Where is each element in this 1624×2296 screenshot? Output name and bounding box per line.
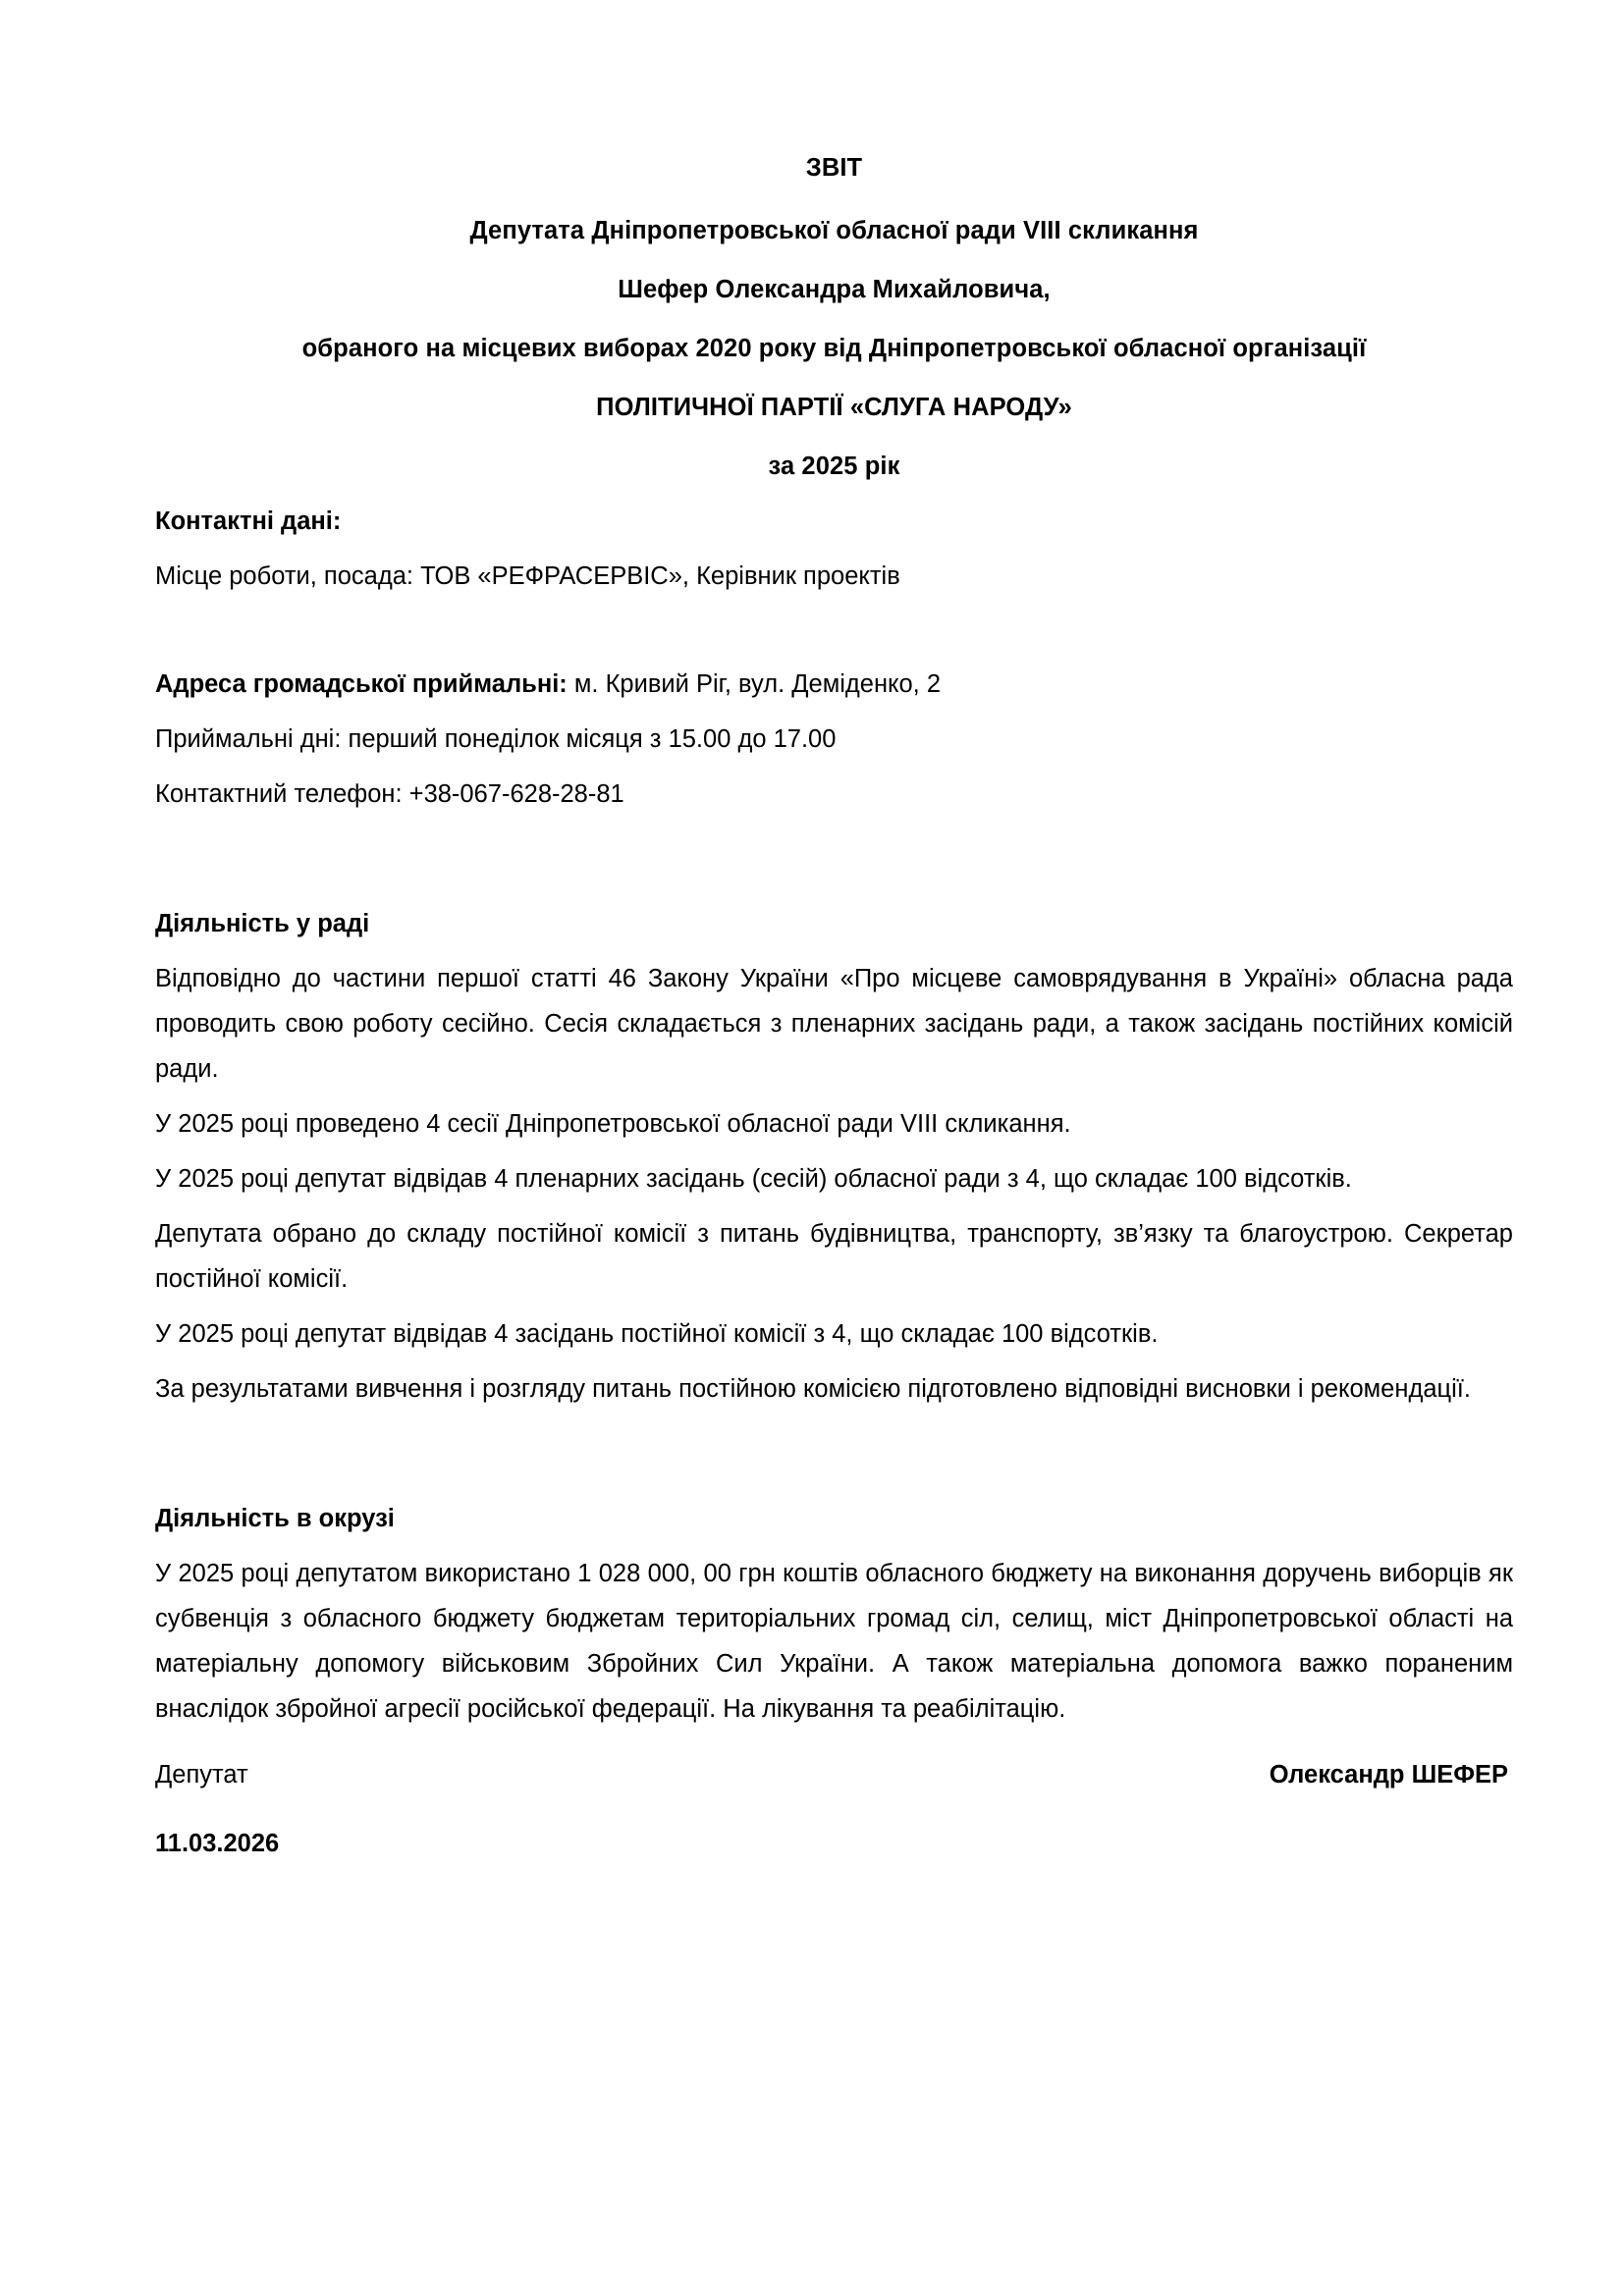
spacer [155,489,1513,499]
council-paragraph: У 2025 році депутат відвідав 4 пленарних засідань (сесій) обласної ради з 4, що складає 100 відсотків. [155,1165,1352,1193]
spacer [155,544,1513,554]
spacer [155,1302,1513,1311]
spacer [155,1201,1513,1211]
council-paragraph: Відповідно до частини першої статті 46 Закону України «Про місцеве самоврядування в Україні» обласна рада проводить свою роботу сесійно. Сесія складається з пленарних засідань ради, а також засідань постійних комісій ради. [155,965,1513,1083]
page-title: ЗВІТ [805,154,863,182]
spacer [155,946,1513,956]
contacts-address [155,662,1513,707]
district-paragraph: У 2025 році депутатом використано 1 028 000, 00 грн коштів обласного бюджету на виконання доручень виборців як субвенція з обласного бюджету бюджетам територіальних громад сіл, селищ, міст Дніпропетровської області на матеріальну допомогу військовим Збройних Сил України. А також матеріальна допомога важко пораненим внаслідок збройної агресії російської федерації. На лікування та реабілітацію. [155,1560,1513,1723]
spacer [155,1412,1513,1496]
spacer [155,1541,1513,1551]
contacts-reception-days: Приймальні дні: перший понеділок місяця з 15.00 до 17.00 [155,725,837,753]
council-paragraph: У 2025 році депутат відвідав 4 засідань постійної комісії з 4, що складає 100 відсотків. [155,1320,1159,1348]
council-paragraph: За результатами вивчення і розгляду питань постійною комісією підготовлено відповідні висновки і рекомендації. [155,1375,1471,1403]
title-subline-party: ПОЛІТИЧНОЇ ПАРТІЇ «СЛУГА НАРОДУ» [596,394,1072,421]
contacts-address-value: м. Кривий Ріг, вул. Деміденко, 2 [567,670,942,698]
spacer [155,707,1513,717]
spacer [155,762,1513,772]
council-paragraph: У 2025 році проведено 4 сесії Дніпропетровської обласної ради VIII скликання. [155,1110,1071,1138]
contacts-heading: Контактні дані: [155,507,342,535]
spacer [155,817,1513,901]
title-block [155,0,1513,489]
spacer [155,1092,1513,1101]
spacer [155,1357,1513,1366]
signature-name: Олександр ШЕФЕР [1269,1761,1508,1789]
contacts-workplace: Місце роботи, посада: ТОВ «РЕФРАСЕРВІС», Керівник проектів [155,562,900,590]
section-heading-council: Діяльність у раді [155,910,370,937]
spacer [155,599,1513,662]
title-subline-deputy: Депутата Дніпропетровської обласної ради VIII скликання [469,217,1199,244]
title-subline-name: Шефер Олександра Михайловича, [618,276,1051,303]
spacer [155,1147,1513,1156]
council-paragraph: Депутата обрано до складу постійної комісії з питань будівництва, транспорту, зв’язку та благоустрою. Секретар постійної комісії. [155,1220,1513,1293]
contacts-phone: Контактний телефон: +38-067-628-28-81 [155,780,624,808]
spacer [155,1732,1513,1753]
contacts-address-label: Адреса громадської приймальні: [155,670,568,698]
signature-role: Депутат [155,1761,248,1789]
section-heading-district: Діяльність в окрузі [155,1505,395,1532]
signature-date: 11.03.2026 [155,1829,280,1857]
document-content [155,0,1513,1890]
title-subline-year: за 2025 рік [768,453,900,480]
title-subline-election: обраного на місцевих виборах 2020 року від Дніпропетровської обласної організації [301,335,1367,362]
signature-row [155,1753,1513,1796]
